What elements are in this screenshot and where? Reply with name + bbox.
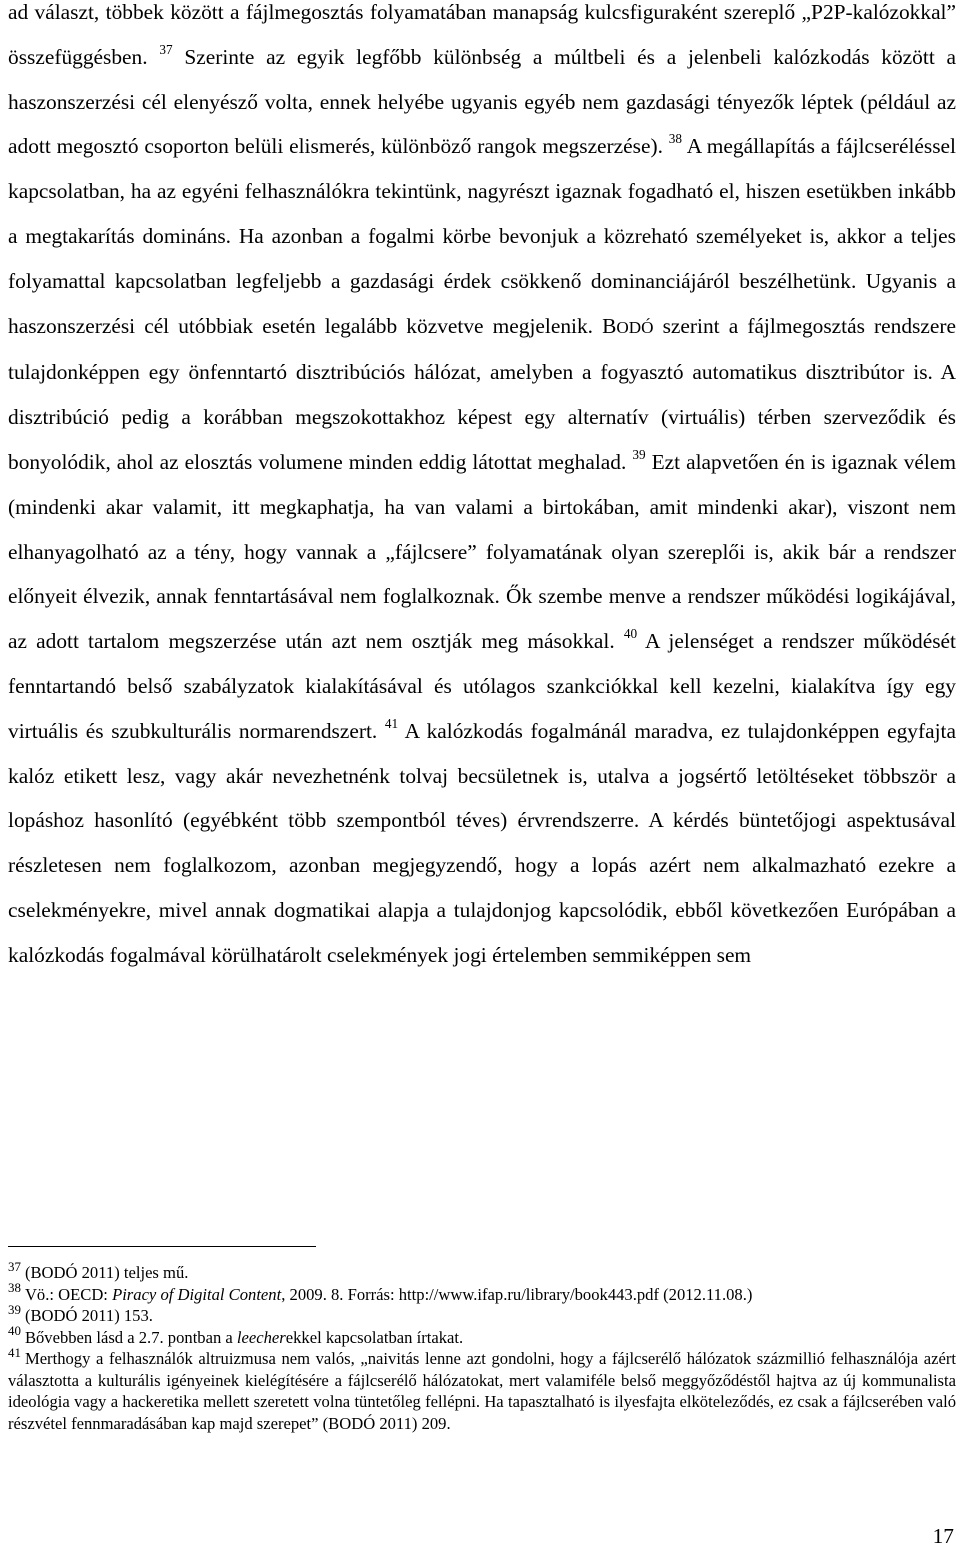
footnote-italic: Piracy of Digital Content [112, 1284, 282, 1304]
footnote-text: (BODÓ 2011) teljes mű. [24, 1263, 189, 1282]
body-text-segment: A megállapítás a fájlcseréléssel kapcsolatban, ha az egyéni felhasználókra tekintünk, nagyrészt igaznak fogadható el, hiszen esetükben inkább a megtakarítás domináns. Ha azonban a fogalmi körbe bevonjuk a közreható személyeket is, akkor a teljes folyamattal kapcsolatban legfeljebb a gazdasági érdek csökkenő dominanciájáról beszélhetünk. Ugyanis a haszonszerzési cél utóbbiak esetén legalább közvetve megjelenik. [8, 134, 956, 338]
footnote-number: 40 [8, 1323, 21, 1339]
body-text-segment: ad választ, többek között a fájlmegosztás folyamatában manapság kulcsfiguraként szereplő „P2P-kalózokkal” összefüggésben. [8, 0, 956, 69]
footnote-text: , 2009. 8. Forrás: http://www.ifap.ru/library/book443.pdf (2012.11.08.) [281, 1284, 753, 1304]
author-rest: ODÓ [616, 317, 654, 337]
footnote-separator [8, 1246, 316, 1247]
footnote-text: Vö.: OECD: [24, 1284, 113, 1304]
footnote-text: ekkel kapcsolatban írtakat. [285, 1327, 464, 1347]
body-text-segment: Ezt alapvetően én is igaznak vélem (mindenki akar valamit, itt megkaphatja, ha van valami a birtokában, amit mindenki akar), viszont nem elhanyagolható az a tény, hogy vannak a „fájlcsere” folyamatának olyan szereplői is, akik bár a rendszer előnyeit élvezik, annak fenntartásával nem foglalkoznak. Ők szembe menve a rendszer működési logikájával, az adott tartalom megszerzése után azt nem osztják meg másokkal. [8, 449, 956, 654]
footnote-text: Bővebben lásd a 2.7. pontban a [24, 1327, 237, 1347]
page-number: 17 [932, 1524, 954, 1548]
footnote-ref-38[interactable]: 38 [668, 131, 683, 147]
footnote-ref-40[interactable]: 40 [623, 626, 638, 642]
footnote-40 [8, 1323, 956, 1349]
footnote-number: 37 [8, 1258, 21, 1274]
footnote-38 [8, 1280, 956, 1306]
footnote-number: 38 [8, 1280, 21, 1296]
main-paragraph [8, 0, 956, 978]
footnote-37 [8, 1258, 956, 1284]
body-text-segment: A kalózkodás fogalmánál maradva, ez tulajdonképpen egyfajta kalóz etikett lesz, vagy akár nevezhetnénk tolvaj becsületnek is, utalva a jogsértő letöltéseket többször a lopáshoz hasonlító (egyébként több szempontból téves) érvrendszerre. A kérdés büntetőjogi aspektusával részletesen nem foglalkozom, azonban megjegyzendő, hogy a lopás azért nem alkalmazható ezekre a cselekményekre, mivel annak dogmatikai alapja a tulajdonjog kapcsolódik, ebből következően Európában a kalózkodás fogalmával körülhatárolt cselekmények jogi értelemben semmiképpen sem [8, 718, 956, 967]
footnote-ref-37[interactable]: 37 [159, 41, 173, 57]
author-name [602, 314, 653, 338]
footnote-41 [8, 1344, 956, 1434]
footnote-ref-41[interactable]: 41 [384, 715, 399, 731]
footnote-number: 39 [8, 1301, 21, 1317]
footnotes [8, 1258, 956, 1434]
body-text-segment: Szerinte az egyik legfőbb különbség a múltbeli és a jelenbeli kalózkodás között a haszonszerzési cél elenyésző volta, ennek helyébe ugyanis egyéb nem gazdasági tényezők léptek (például az adott megosztó csoporton belüli elismerés, különböző rangok megszerzése). [8, 44, 956, 159]
body-text-segment: szerint a fájlmegosztás rendszere tulajdonképpen egy önfenntartó disztribúciós hálózat, amelyben a fogyasztó automatikus disztribútor is. A disztribúció pedig a korábban megszokottakhoz képest egy alternatív (virtuális) térben szerveződik és bonyolódik, ahol az elosztás volumene minden eddig látottat meghalad. [8, 313, 956, 474]
footnote-39 [8, 1301, 956, 1327]
footnote-ref-39[interactable]: 39 [632, 447, 646, 463]
footnote-text: (BODÓ 2011) 153. [24, 1306, 153, 1325]
author-initial: B [602, 313, 617, 338]
footnote-text: Merthogy a felhasználók altruizmusa nem valós, „naivitás lenne azt gondolni, hogy a fájlcserélő hálózatok százmillió felhasználója azért választotta a kulturális igényeinek kielégítésére a fájlcserélő hálózatokat, mert valamiféle belső meggyőződéstől hajtva az új kommunalista ideológia vagy a hackeretika mellett szeretett volna tüntetőleg fellépni. Ha tapasztalható is ilyesfajta elköteleződés, ez csak a fájlcserében való részvétel fennmaradásában kap majd szerepet” (BODÓ 2011) 209. [8, 1349, 956, 1433]
body-text-segment: A jelenséget a rendszer működését fenntartandó belső szabályzatok kialakításával és utólagos szankciókkal kell kezelni, kialakítva így egy virtuális és szubkulturális normarendszert. [8, 629, 956, 743]
footnote-number: 41 [8, 1344, 21, 1360]
footnote-italic: leecher [236, 1327, 286, 1347]
